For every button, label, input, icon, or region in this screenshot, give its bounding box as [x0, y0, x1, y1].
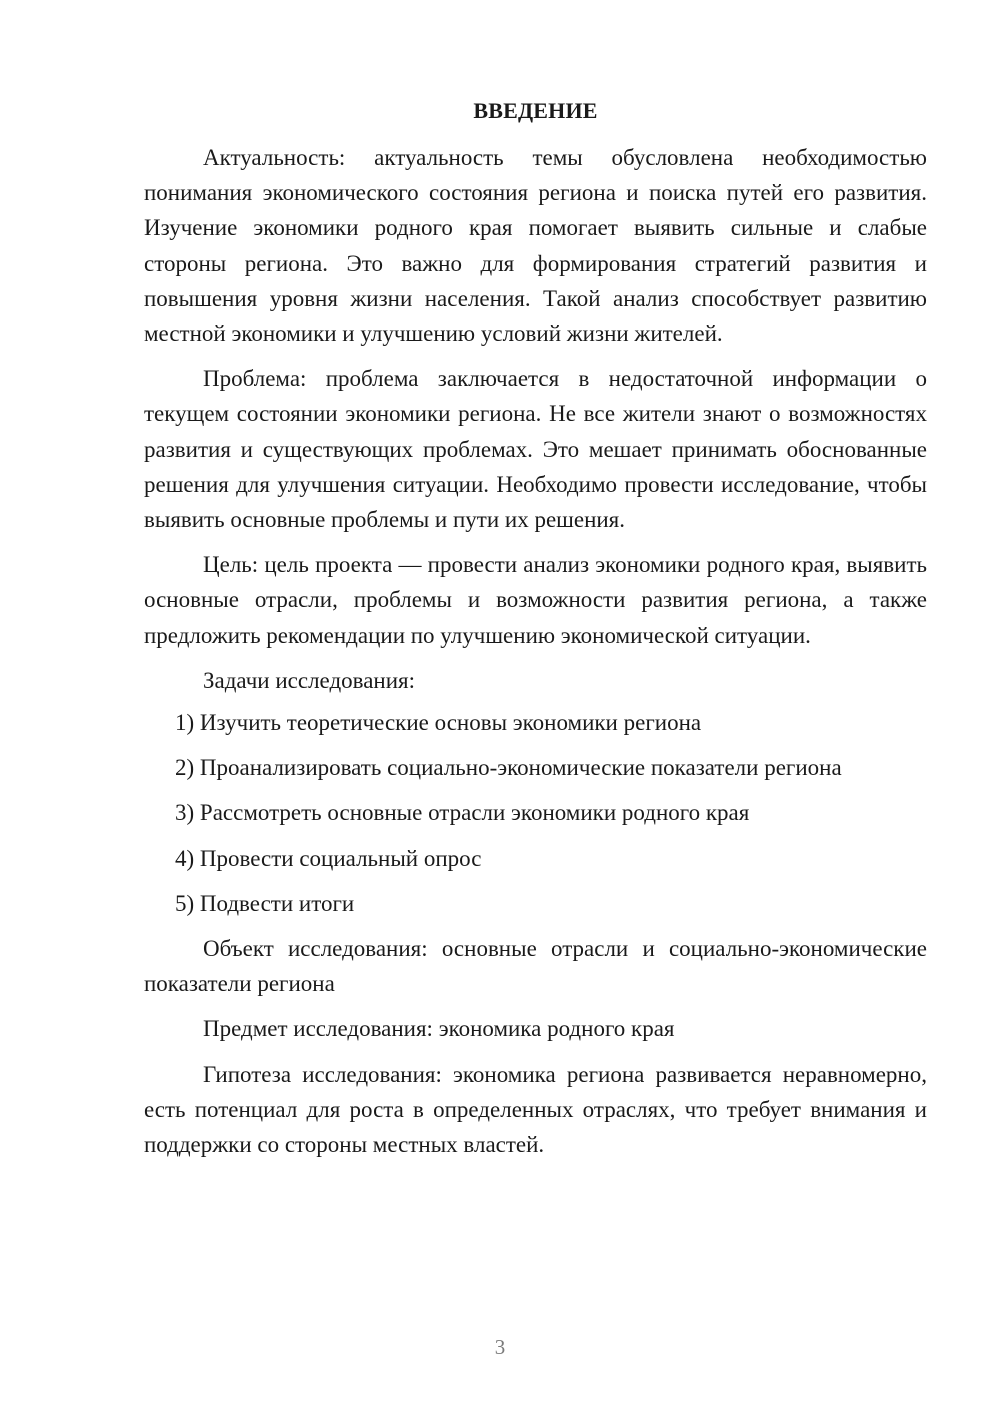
relevance-paragraph: Актуальность: актуальность темы обусловлена необходимостью понимания экономического состояния региона и поиска путей его развития. Изучение экономики родного края помогает выявить сильные и слабые стороны региона. Это важно для формирования стратегий развития и повышения уровня жизни населения. Такой анализ способствует развитию местной экономики и улучшению условий жизни жителей.	[144, 145, 927, 347]
goal-paragraph: Цель: цель проекта — провести анализ экономики родного края, выявить основные отрасли, проблемы и возможности развития региона, а также предложить рекомендации по улучшению экономической ситуации.	[144, 552, 927, 648]
list-item: 2) Проанализировать социально-экономические показатели региона	[175, 755, 842, 781]
object-paragraph: Объект исследования: основные отрасли и социально-экономические показатели региона	[144, 936, 927, 997]
tasks-list	[144, 705, 927, 921]
list-item: 1) Изучить теоретические основы экономики региона	[175, 710, 702, 736]
problem-paragraph: Проблема: проблема заключается в недостаточной информации о текущем состоянии экономики региона. Не все жители знают о возможностях развития и существующих проблемах. Это мешает принимать обоснованные решения для улучшения ситуации. Необходимо провести исследование, чтобы выявить основные проблемы и пути их решения.	[144, 366, 927, 533]
hypothesis-paragraph: Гипотеза исследования: экономика региона развивается неравномерно, есть потенциал для роста в определенных отраслях, что требует внимания и поддержки со стороны местных властей.	[144, 1061, 927, 1158]
page-content	[144, 93, 927, 1172]
list-item: 4) Провести социальный опрос	[175, 845, 482, 871]
list-item: 3) Рассмотреть основные отрасли экономики родного края	[175, 800, 750, 826]
tasks-heading: Задачи исследования:	[203, 667, 416, 693]
list-item: 5) Подвести итоги	[175, 890, 355, 916]
page-title: ВВЕДЕНИЕ	[473, 98, 598, 123]
page-number: 3	[494, 1335, 506, 1359]
subject-paragraph: Предмет исследования: экономика родного края	[203, 1016, 675, 1042]
